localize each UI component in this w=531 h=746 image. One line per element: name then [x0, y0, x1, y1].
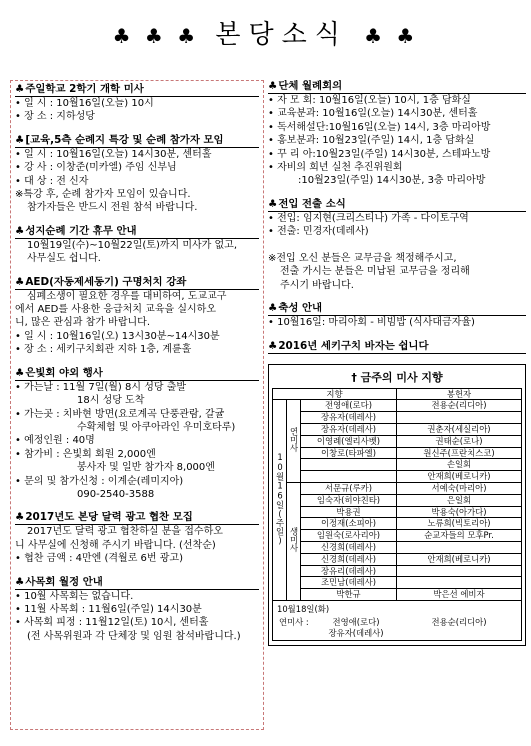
clubs-icon: ♣	[268, 80, 278, 92]
section-heading-text: 주일학교 2학기 개학 미사	[25, 83, 144, 95]
mass-group-text: 연미사	[289, 427, 299, 453]
section-line: • 교육분과: 10월16일(오늘) 14시30분, 센터홀	[268, 108, 478, 120]
mass-row	[273, 483, 522, 495]
mass-jihyang-cell: 신경희(데레사)	[301, 553, 397, 565]
foot-date: 10월18일(화)	[277, 604, 330, 615]
section-line: 전출 가시는 분들은 미납된 교무금을 정리해	[280, 266, 470, 278]
section-line: • 자 모 회: 10월16일(오늘) 10시, 1층 담화실	[268, 95, 471, 106]
mass-bongheonja-cell: 박은선 에비자	[397, 589, 522, 601]
mass-group-text: 생미사	[289, 527, 299, 553]
mass-row	[273, 494, 522, 506]
clubs-icon: ♣	[268, 197, 278, 210]
section-heading-text: AED(자동제세동기) 구명처치 강좌	[25, 275, 187, 288]
section-line: 니 사무실에 신청해 주시기 바랍니다. (선착순)	[15, 539, 216, 551]
section-line: (전 사목위원과 각 단체장 및 임원 참석바랍니다.)	[27, 630, 241, 642]
mass-jihyang-cell: 임숙자(히야친타)	[301, 494, 397, 506]
title-text: 본당소식	[215, 20, 348, 50]
clubs-icon: ♣	[15, 575, 25, 588]
mass-row	[273, 577, 522, 589]
left-section	[15, 83, 259, 124]
section-heading-text: 축성 안내	[278, 302, 323, 315]
mass-bongheonja-cell: 원신주(프란치스코)	[397, 447, 522, 459]
mass-jihyang-cell: 조민남(데레사)	[301, 577, 397, 589]
col-jihyang: 지향	[273, 388, 397, 400]
mass-jihyang-cell: 신경희(데레사)	[301, 542, 397, 554]
right-section	[268, 80, 526, 188]
mass-jihyang-cell: 장유자(데레사)	[301, 412, 397, 424]
mass-group-cell	[287, 400, 301, 483]
mass-row	[273, 435, 522, 447]
section-line: 참가자들은 반드시 전원 참석 바랍니다.	[27, 202, 198, 214]
mass-row	[273, 471, 522, 483]
section-line: • 홍보분과: 10월23일(주일) 14시, 1층 담화실	[268, 135, 475, 147]
mass-bongheonja-cell	[397, 412, 522, 424]
mass-jihyang-cell	[301, 459, 397, 471]
section-line	[268, 239, 526, 252]
section-line: • 일 시 : 10월16일(오늘) 14시30분, 센터홀	[15, 148, 212, 160]
section-line: :10월23일(주일) 14시30분, 3층 마리아방	[298, 175, 486, 187]
mass-jihyang-cell: 박한규	[301, 589, 397, 601]
left-section	[15, 576, 259, 644]
mass-group-cell	[287, 483, 301, 601]
foot-group-cell	[277, 627, 311, 638]
mass-bongheonja-cell: 은일회	[397, 494, 522, 506]
section-line: • 문의 및 참가신청 : 이계순(레미지아)	[15, 475, 184, 487]
clubs-decoration: ♣ ♣	[364, 24, 419, 48]
section-line: ※전입 오신 분들은 교무금을 책정해주시고,	[268, 253, 457, 265]
section-line: • 강 사 : 이창준(미카엘) 주임 신부님	[15, 162, 177, 174]
mass-table	[272, 388, 522, 601]
mass-row	[273, 589, 522, 601]
section-heading	[15, 511, 259, 525]
mass-intention-box	[268, 364, 526, 647]
section-line: 니, 많은 관심과 참가 바랍니다.	[15, 317, 150, 329]
left-column	[10, 80, 264, 730]
foot-row	[277, 627, 517, 638]
section-line: • 독서해설단:10월16일(오늘) 14시, 3층 마리아방	[268, 121, 491, 133]
mass-bongheonja-cell: 박용숙(아가다)	[397, 506, 522, 518]
mass-bongheonja-cell: 손일회	[397, 459, 522, 471]
mass-row	[273, 424, 522, 436]
section-line: 18시 성당 도착	[77, 395, 145, 407]
section-line: • 가는곳 : 치바현 방면(요로계곡 단풍관람, 갈귤	[15, 408, 225, 420]
col-bongheonja: 봉헌자	[397, 388, 522, 400]
section-heading-text: 은빛회 야외 행사	[25, 366, 103, 379]
mass-row	[273, 518, 522, 530]
section-line: • 참가비 : 은빛회 회원 2,000엔	[15, 448, 156, 460]
section-heading	[268, 198, 526, 212]
mass-jihyang-cell: 이영례(엘리사벳)	[301, 435, 397, 447]
section-heading	[15, 276, 259, 290]
clubs-icon: ♣	[15, 366, 25, 379]
section-heading	[15, 225, 259, 239]
right-section	[268, 340, 526, 354]
mass-bongheonja-cell: 권태순(로나)	[397, 435, 522, 447]
section-heading-text: 2016년 세키구치 바자는 쉽니다	[278, 339, 429, 352]
left-section	[15, 134, 259, 215]
section-line: 사무실도 쉽니다.	[27, 253, 101, 265]
mass-bongheonja-cell	[397, 577, 522, 589]
section-heading-text: 전입 전출 소식	[278, 197, 346, 210]
section-heading	[15, 83, 259, 97]
mass-bongheonja-cell	[397, 542, 522, 554]
section-line: 090-2540-3588	[77, 488, 155, 500]
foot-jihyang-cell: 전영애(로다)	[332, 616, 380, 627]
section-line: 2017년도 달력 광고 협찬하실 분을 접수하오	[27, 526, 223, 538]
section-heading-text: [교육,5측 순례지 특강 및 순례 참가자 모임	[25, 133, 224, 146]
section-heading	[15, 367, 259, 381]
section-line: ※특강 후, 순례 참가자 모임이 있습니다.	[15, 189, 191, 201]
mass-row	[273, 506, 522, 518]
mass-jihyang-cell: 이창로(타파엘)	[301, 447, 397, 459]
section-line: • 일 시 : 10월16일(오늘) 10시	[15, 98, 154, 109]
section-line: • 꾸 리 아:10월23일(주일) 14시30분, 스테파노방	[268, 148, 491, 160]
mass-header-row	[273, 388, 522, 400]
mass-row	[273, 412, 522, 424]
clubs-icon: ♣	[15, 511, 25, 524]
section-heading-text: 사목회 월정 안내	[25, 575, 103, 588]
right-section	[268, 302, 526, 329]
section-line: • 대 상 : 전 신자	[15, 175, 89, 187]
mass-bongheonja-cell: 안재희(베로니카)	[397, 471, 522, 483]
section-heading-text: 2017년도 본당 달력 광고 협찬 모집	[25, 511, 193, 524]
mass-jihyang-cell: 서문규(루카)	[301, 483, 397, 495]
mass-row	[273, 565, 522, 577]
foot-table	[277, 616, 517, 638]
section-heading	[15, 576, 259, 590]
section-line: • 전입: 임지현(크리스티나) 가족 - 다이토구역	[268, 212, 469, 224]
foot-bongheonja-cell: 전용순(리디아)	[431, 616, 487, 627]
foot-bongheonja-cell	[401, 627, 517, 638]
section-heading	[15, 134, 259, 148]
section-line: • 사목회 피정 : 11월12일(토) 10시, 센터홀	[15, 617, 209, 629]
left-section	[15, 276, 259, 357]
mass-jihyang-cell: 장유리(데레사)	[301, 565, 397, 577]
mass-row	[273, 447, 522, 459]
clubs-icon: ♣	[268, 302, 278, 315]
mass-row	[273, 400, 522, 412]
mass-row	[273, 530, 522, 542]
mass-date-cell	[273, 400, 287, 601]
section-heading	[268, 80, 526, 94]
mass-jihyang-cell: 전영애(로다)	[301, 400, 397, 412]
mass-jihyang-cell: 이정재(소피아)	[301, 518, 397, 530]
mass-footer	[272, 601, 522, 641]
left-section	[15, 511, 259, 565]
section-heading-text: 단체 월례회의	[278, 80, 343, 92]
section-line: • 자비의 희년 실천 추진위원회	[268, 162, 403, 174]
section-line: • 가는날 : 11월 7일(월) 8시 성당 출발	[15, 381, 187, 393]
mass-date-text: 10월16일(주일)	[275, 451, 285, 546]
section-line: • 장 소 : 지하성당	[15, 111, 95, 123]
clubs-decoration: ♣ ♣ ♣	[112, 24, 200, 48]
section-line: 봉사자 및 일반 참가자 8,000엔	[77, 462, 215, 474]
clubs-icon: ♣	[268, 339, 278, 352]
clubs-icon: ♣	[15, 83, 25, 95]
section-line: 10월19일(수)~10월22일(토)까지 미사가 없고,	[27, 239, 237, 251]
section-line: 주시기 바랍니다.	[280, 279, 354, 291]
right-column	[268, 80, 526, 646]
section-line: • 10월 사목회는 없습니다.	[15, 590, 134, 602]
mass-row	[273, 459, 522, 471]
section-line: • 예정인원 : 40명	[15, 435, 95, 447]
mass-jihyang-cell: 장유자(데레사)	[301, 424, 397, 436]
mass-jihyang-cell: 임원숙(로사리아)	[301, 530, 397, 542]
foot-jihyang-cell: 장유자(데레사)	[328, 627, 384, 638]
section-line: 심폐소생이 필요한 경우를 대비하여, 도교교구	[27, 290, 227, 302]
foot-row	[277, 616, 517, 627]
section-line: • 11월 사목회 : 11월6일(주일) 14시30분	[15, 603, 202, 615]
mass-jihyang-cell	[301, 471, 397, 483]
clubs-icon: ♣	[15, 224, 25, 237]
mass-jihyang-cell: 박용권	[301, 506, 397, 518]
left-section	[15, 367, 259, 502]
page-title	[0, 14, 531, 54]
mass-bongheonja-cell: 권춘자(세실리아)	[397, 424, 522, 436]
right-section	[268, 198, 526, 292]
section-line: • 10월16일: 마리아회 - 비빔밥 (식사대금자율)	[268, 317, 475, 329]
foot-group-cell: 연미사 :	[279, 616, 309, 627]
left-section	[15, 225, 259, 266]
mass-row	[273, 553, 522, 565]
section-line: 에서 AED를 사용한 응급처치 교육을 실시하오	[15, 304, 216, 316]
clubs-icon: ♣	[15, 275, 25, 288]
section-line: 수확체험 및 아쿠아라인 우미호타루)	[77, 421, 236, 433]
mass-bongheonja-cell: 노류희(빅토리아)	[397, 518, 522, 530]
section-line: • 일 시 : 10월16일(오) 13시30분~14시30분	[15, 330, 220, 342]
mass-row	[273, 542, 522, 554]
mass-bongheonja-cell: 서예숙(마리아)	[397, 483, 522, 495]
mass-bongheonja-cell: 전용순(리디아)	[397, 400, 522, 412]
section-line: • 협찬 금액 : 4만엔 (격월로 6번 광고)	[15, 553, 183, 565]
mass-title: † 금주의 미사 지향	[351, 370, 443, 384]
section-line: • 장 소 : 세키구치회관 지하 1층, 계륜홀	[15, 344, 192, 356]
section-line: • 전출: 민경자(데레사)	[268, 226, 369, 238]
section-heading	[268, 302, 526, 316]
mass-bongheonja-cell	[397, 565, 522, 577]
right-sections	[268, 80, 526, 354]
mass-bongheonja-cell: 안재희(베로니카)	[397, 553, 522, 565]
mass-bongheonja-cell: 순교자들의 모후Pr.	[397, 530, 522, 542]
section-heading-text: 성지순례 기간 휴무 안내	[25, 224, 137, 237]
section-heading	[268, 340, 526, 354]
clubs-icon: ♣	[15, 133, 25, 146]
